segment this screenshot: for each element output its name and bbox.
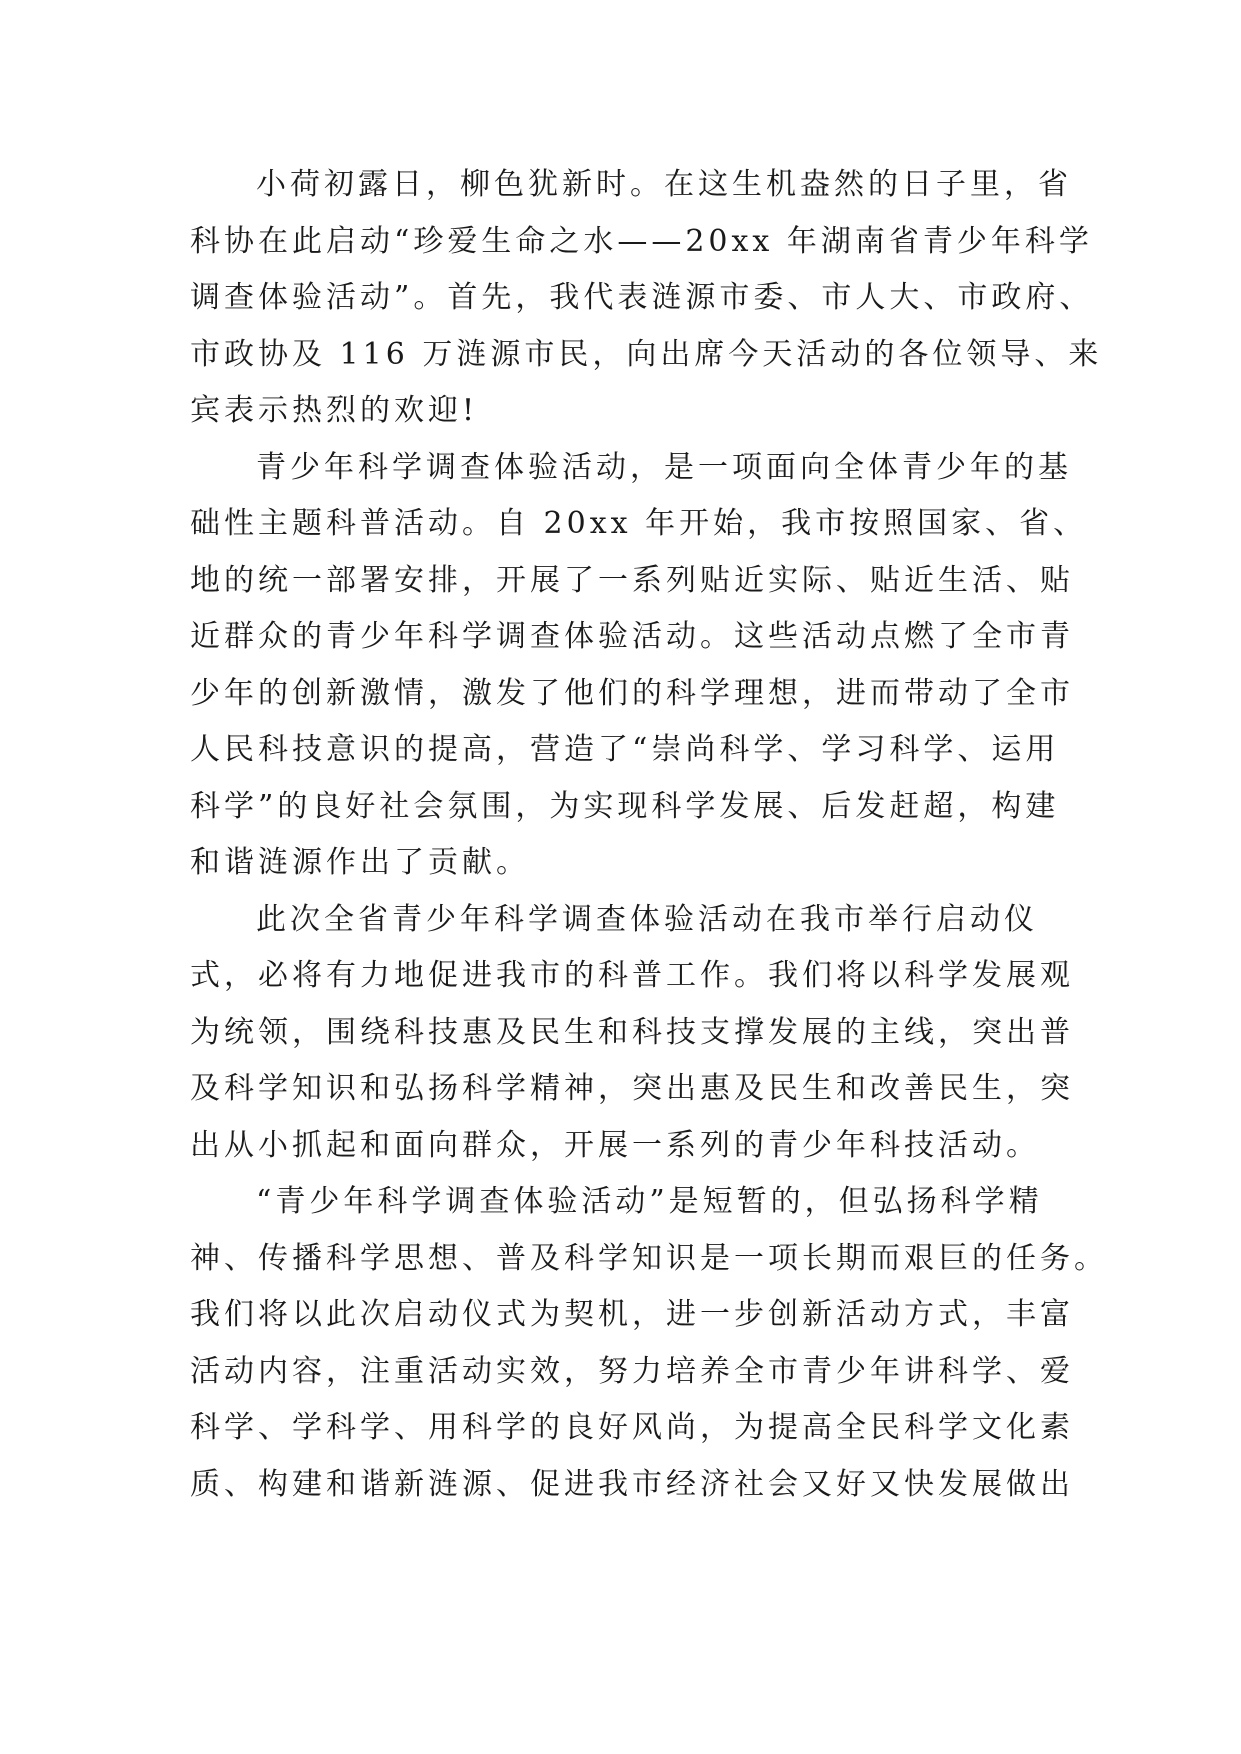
text-line: 活动内容，注重活动实效，努力培养全市青少年讲科学、爱 bbox=[190, 1353, 1074, 1389]
text-line: 宾表示热烈的欢迎! bbox=[190, 393, 479, 428]
text-line: 人民科技意识的提高，营造了“崇尚科学、学习科学、运用 bbox=[190, 732, 1060, 767]
text-line: 市政协及 116 万涟源市民，向出席今天活动的各位领导、来 bbox=[190, 336, 1103, 372]
text-line: 地的统一部署安排，开展了一系列贴近实际、贴近生活、贴 bbox=[190, 562, 1074, 598]
text-line: “青少年科学调查体验活动”是短暂的，但弘扬科学精 bbox=[256, 1184, 1043, 1219]
text-line: 神、传播科学思想、普及科学知识是一项长期而艰巨的任务。 bbox=[190, 1240, 1108, 1276]
text-line: 为统领，围绕科技惠及民生和科技支撑发展的主线，突出普 bbox=[190, 1014, 1074, 1050]
paragraph-4 bbox=[190, 1174, 1108, 1513]
text-line: 我们将以此次启动仪式为契机，进一步创新活动方式，丰富 bbox=[190, 1297, 1074, 1332]
text-line: 科协在此启动“珍爱生命之水——20xx 年湖南省青少年科学 bbox=[190, 223, 1093, 259]
text-line: 及科学知识和弘扬科学精神，突出惠及民生和改善民生，突 bbox=[190, 1071, 1074, 1106]
text-line: 和谐涟源作出了贡献。 bbox=[190, 845, 530, 880]
text-line: 少年的创新激情，激发了他们的科学理想，进而带动了全市 bbox=[190, 675, 1074, 711]
text-line: 质、构建和谐新涟源、促进我市经济社会又好又快发展做出 bbox=[190, 1466, 1074, 1502]
text-line: 础性主题科普活动。自 20xx 年开始，我市按照国家、省、 bbox=[190, 506, 1088, 541]
text-line: 出从小抓起和面向群众，开展一系列的青少年科技活动。 bbox=[190, 1127, 1040, 1163]
text-line: 调查体验活动”。首先，我代表涟源市委、市人大、市政府、 bbox=[190, 280, 1094, 315]
text-line: 青少年科学调查体验活动，是一项面向全体青少年的基 bbox=[256, 449, 1072, 485]
text-line: 科学”的良好社会氛围，为实现科学发展、后发赶超，构建 bbox=[190, 788, 1060, 824]
paragraph-1 bbox=[190, 157, 1103, 440]
paragraph-2 bbox=[190, 440, 1088, 892]
text-line: 此次全省青少年科学调查体验活动在我市举行启动仪 bbox=[256, 901, 1038, 937]
text-line: 式，必将有力地促进我市的科普工作。我们将以科学发展观 bbox=[190, 958, 1074, 993]
paragraph-3 bbox=[190, 892, 1074, 1175]
text-line: 科学、学科学、用科学的良好风尚，为提高全民科学文化素 bbox=[190, 1410, 1074, 1445]
text-line: 小荷初露日，柳色犹新时。在这生机盎然的日子里，省 bbox=[256, 167, 1072, 202]
document-body bbox=[190, 157, 1108, 1513]
text-line: 近群众的青少年科学调查体验活动。这些活动点燃了全市青 bbox=[190, 619, 1074, 654]
